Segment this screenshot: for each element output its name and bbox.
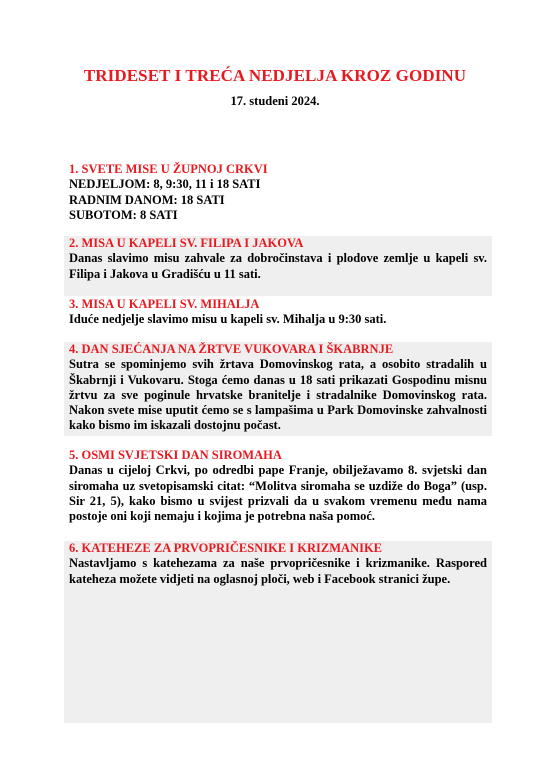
page-title: TRIDESET I TREĆA NEDJELJA KROZ GODINU: [83, 66, 467, 85]
schedule-saturday: SUBOTOM: 8 SATI: [69, 207, 178, 222]
section-heading: 4. DAN SJEĆANJA NA ŽRTVE VUKOVARA I ŠKABRNJE: [69, 342, 394, 356]
schedule-sunday: NEDJELJOM: 8, 9:30, 11 i 18 SATI: [69, 177, 261, 192]
section-heading: 3. MISA U KAPELI SV. MIHALJA: [69, 297, 260, 311]
section-text: Iduće nedjelje slavimo misu u kapeli sv. Mihalja u 9:30 sati.: [69, 312, 387, 327]
section-heading: 6. KATEHEZE ZA PRVOPRIČESNIKE I KRIZMANIKE: [69, 541, 383, 555]
page-date: 17. studeni 2024.: [230, 94, 320, 108]
schedule-weekday: RADNIM DANOM: 18 SATI: [69, 192, 225, 207]
section-mass-schedule: [64, 162, 492, 223]
section-chapel-filip-jakov: [64, 236, 492, 296]
section-text: Danas slavimo misu zahvale za dobročinstava i plodove zemlje u kapeli sv. Filipa i Jakova u Gradišću u 11 sati.: [69, 251, 487, 281]
section-heading: 1. SVETE MISE U ŽUPNOJ CRKVI: [69, 162, 268, 176]
section-catechesis: [64, 541, 492, 723]
section-text: Danas u cijeloj Crkvi, po odredbi pape Franje, obilježavamo 8. svjetski dan siromaha uz svetopisamski citat: “Molitva siromaha se uzdiže do Boga” (usp. Sir 21, 5), kako bismo u svijest prizvali da u svakom vremenu među nama postoje oni koji nemaju i kojima je potrebna naša pomoć.: [69, 463, 487, 524]
section-heading: 2. MISA U KAPELI SV. FILIPA I JAKOVA: [69, 236, 304, 250]
section-chapel-mihalj: [64, 297, 492, 328]
section-text: Sutra se spominjemo svih žrtava Domovinskog rata, a osobito stradalih u Škabrnji i Vukovaru. Stoga ćemo danas u 18 sati prikazati Gospodinu misnu žrtvu za sve poginule hrvatske branitelje i stradalnike Domovinskog rata. Nakon svete mise uputit ćemo se s lampašima u Park Domovinske zahvalnosti kako bismo im iskazali dostojnu počast.: [69, 357, 487, 433]
section-remembrance-day: [64, 342, 492, 436]
section-day-of-poor: [64, 448, 492, 524]
section-text: Nastavljamo s katehezama za naše prvopričesnike i krizmanike. Raspored kateheza možete vidjeti na oglasnoj ploči, web i Facebook stranici župe.: [69, 556, 487, 586]
section-heading: 5. OSMI SVJETSKI DAN SIROMAHA: [69, 448, 282, 462]
